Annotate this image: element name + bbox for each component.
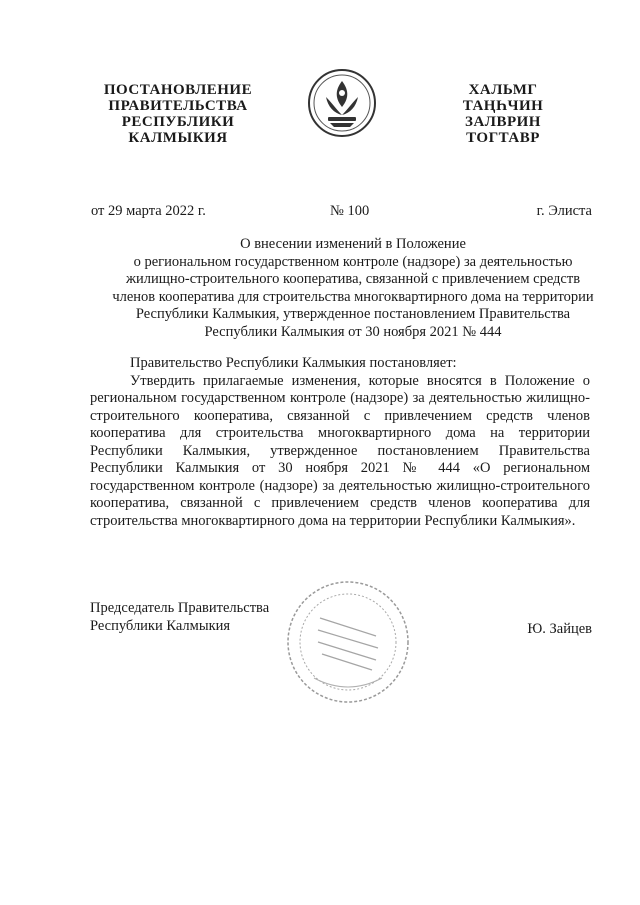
document-body <box>90 355 590 530</box>
title-line: жилищно-строительного кооператива, связанной с привлечением средств <box>125 271 581 287</box>
kalmykia-coat-of-arms-icon <box>306 67 378 139</box>
document-title <box>60 236 640 341</box>
title-line: О внесении изменений в Положение <box>240 236 466 252</box>
document-city: г. Элиста <box>536 203 592 219</box>
official-round-stamp-icon <box>284 578 412 706</box>
header-left-line: РЕСПУБЛИКИ <box>121 114 235 130</box>
header-left-line: ПОСТАНОВЛЕНИЕ <box>103 82 253 98</box>
header-right-line: ТАҢҺЧИН <box>462 98 544 114</box>
header-right-title <box>448 82 558 146</box>
body-intro: Правительство Республики Калмыкия постановляет: <box>130 355 457 371</box>
header-right-line: ЗАЛВРИН <box>465 114 541 130</box>
document-number: № 100 <box>330 203 370 219</box>
signer-name: Ю. Зайцев <box>527 621 592 637</box>
header-right-line: ТОГТАВР <box>466 130 540 146</box>
title-line: о региональном государственном контроле (надзоре) за деятельностью <box>133 253 573 270</box>
signer-position-line: Республики Калмыкия <box>90 617 231 634</box>
header-left-line: КАЛМЫКИЯ <box>128 130 228 146</box>
signer-position-line: Председатель Правительства <box>90 600 270 616</box>
title-line: членов кооператива для строительства многоквартирного дома на территории <box>112 288 594 305</box>
header-right-line: ХАЛЬМГ <box>468 82 538 98</box>
title-line: Республики Калмыкия, утвержденное постановлением Правительства <box>135 306 571 322</box>
document-date: от 29 марта 2022 г. <box>91 203 206 219</box>
header-left-line: ПРАВИТЕЛЬСТВА <box>108 98 248 114</box>
body-paragraph: Утвердить прилагаемые изменения, которые вносятся в Положение о региональном государственном контроле (надзоре) за деятельностью жилищно-строительного кооператива, связанной с привлечением средств членов кооператива для строительства многоквартирного дома на территории Республики Калмыкия, утвержденное постановлением Правительства Республики Калмыкия от 30 ноября 2021 № 444 «О региональном государственном контроле (надзоре) за деятельностью жилищно-строительного кооператива, связанной с привлечением средств членов кооператива для строительства многоквартирного дома на территории Республики Калмыкия». <box>90 372 590 529</box>
title-line: Республики Калмыкия от 30 ноября 2021 № 444 <box>204 323 502 340</box>
header-left-title <box>98 82 258 146</box>
signer-position <box>90 600 269 635</box>
